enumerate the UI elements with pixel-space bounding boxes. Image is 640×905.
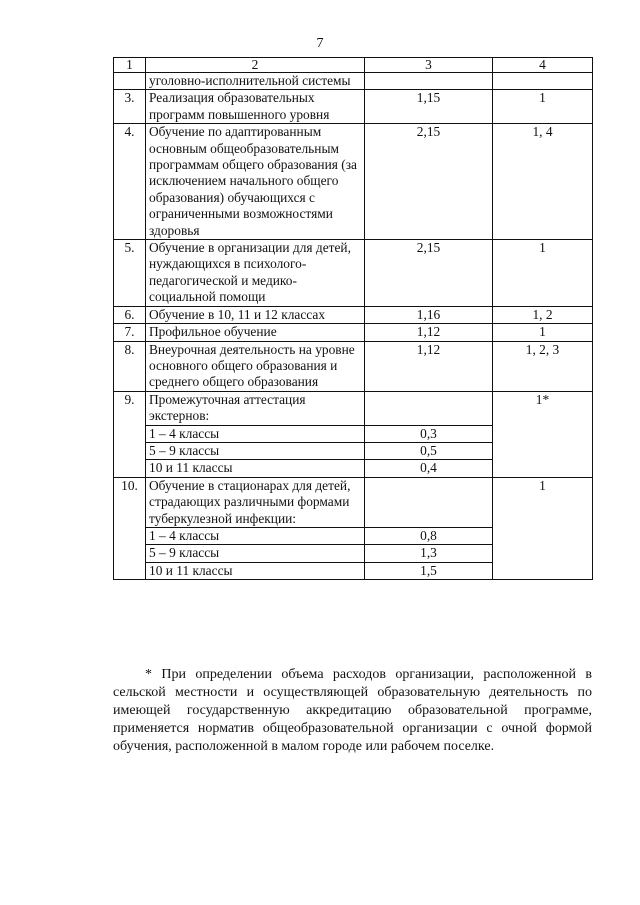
subrow-text: 1 – 4 классы <box>146 527 365 544</box>
table-row <box>114 391 593 425</box>
subrow-text: 5 – 9 классы <box>146 545 365 562</box>
row-norm <box>365 391 493 425</box>
table-row <box>114 124 593 240</box>
subrow-norm: 1,3 <box>365 545 493 562</box>
row-norm: 2,15 <box>365 240 493 307</box>
row-norm: 1,12 <box>365 341 493 391</box>
row-note: 1 <box>493 324 593 341</box>
row-text: Обучение в 10, 11 и 12 классах <box>146 306 365 323</box>
row-note: 1 <box>493 477 593 579</box>
row-number: 10. <box>114 477 146 579</box>
table-row <box>114 240 593 307</box>
norms-table <box>113 57 593 580</box>
row-norm <box>365 477 493 527</box>
header-cell: 2 <box>146 58 365 73</box>
page-number: 7 <box>316 36 324 51</box>
header-cell: 4 <box>493 58 593 73</box>
header-cell: 3 <box>365 58 493 73</box>
row-norm: 1,12 <box>365 324 493 341</box>
table-row <box>114 73 593 90</box>
row-text: Обучение в стационарах для детей, страдающих различными формами туберкулезной инфекции: <box>146 477 365 527</box>
row-number: 3. <box>114 90 146 124</box>
subrow-norm: 0,3 <box>365 425 493 442</box>
table-row <box>114 341 593 391</box>
row-note <box>493 73 593 90</box>
table-row <box>114 306 593 323</box>
table-row <box>114 477 593 527</box>
row-number: 6. <box>114 306 146 323</box>
row-note: 1* <box>493 391 593 477</box>
subrow-text: 10 и 11 классы <box>146 460 365 477</box>
row-text: Обучение по адаптированным основным общеобразовательным программам общего образования (за исключением начального общего образования) обучающихся с ограниченными возможностями здоровья <box>146 124 365 240</box>
row-note: 1 <box>493 90 593 124</box>
row-note: 1, 4 <box>493 124 593 240</box>
row-note: 1 <box>493 240 593 307</box>
table-row <box>114 324 593 341</box>
footnote-text: * При определении объема расходов организации, расположенной в сельской местности и осуществляющей образовательную деятельность по имеющей государственную аккредитацию образовательной программе, применяется норматив общеобразовательной организации с очной формой обучения, расположенной в малом городе или рабочем поселке. <box>113 667 592 754</box>
row-number <box>114 73 146 90</box>
row-norm <box>365 73 493 90</box>
subrow-norm: 0,5 <box>365 442 493 459</box>
row-text: Реализация образовательных программ повышенного уровня <box>146 90 365 124</box>
row-number: 7. <box>114 324 146 341</box>
row-text: Профильное обучение <box>146 324 365 341</box>
row-note: 1, 2 <box>493 306 593 323</box>
subrow-norm: 0,8 <box>365 527 493 544</box>
row-text: Внеурочная деятельность на уровне основного общего образования и среднего общего образования <box>146 341 365 391</box>
row-norm: 1,15 <box>365 90 493 124</box>
row-number: 9. <box>114 391 146 477</box>
row-note: 1, 2, 3 <box>493 341 593 391</box>
row-norm: 2,15 <box>365 124 493 240</box>
row-number: 4. <box>114 124 146 240</box>
header-cell: 1 <box>114 58 146 73</box>
table-header-row <box>114 58 593 73</box>
row-norm: 1,16 <box>365 306 493 323</box>
row-number: 8. <box>114 341 146 391</box>
row-number: 5. <box>114 240 146 307</box>
footnote <box>113 666 592 756</box>
subrow-norm: 0,4 <box>365 460 493 477</box>
subrow-text: 5 – 9 классы <box>146 442 365 459</box>
subrow-text: 10 и 11 классы <box>146 562 365 579</box>
table-row <box>114 90 593 124</box>
subrow-text: 1 – 4 классы <box>146 425 365 442</box>
row-text: Обучение в организации для детей, нуждающихся в психолого-педагогической и медико-социальной помощи <box>146 240 365 307</box>
row-text: Промежуточная аттестация экстернов: <box>146 391 365 425</box>
row-text: уголовно-исполнительной системы <box>146 73 365 90</box>
subrow-norm: 1,5 <box>365 562 493 579</box>
